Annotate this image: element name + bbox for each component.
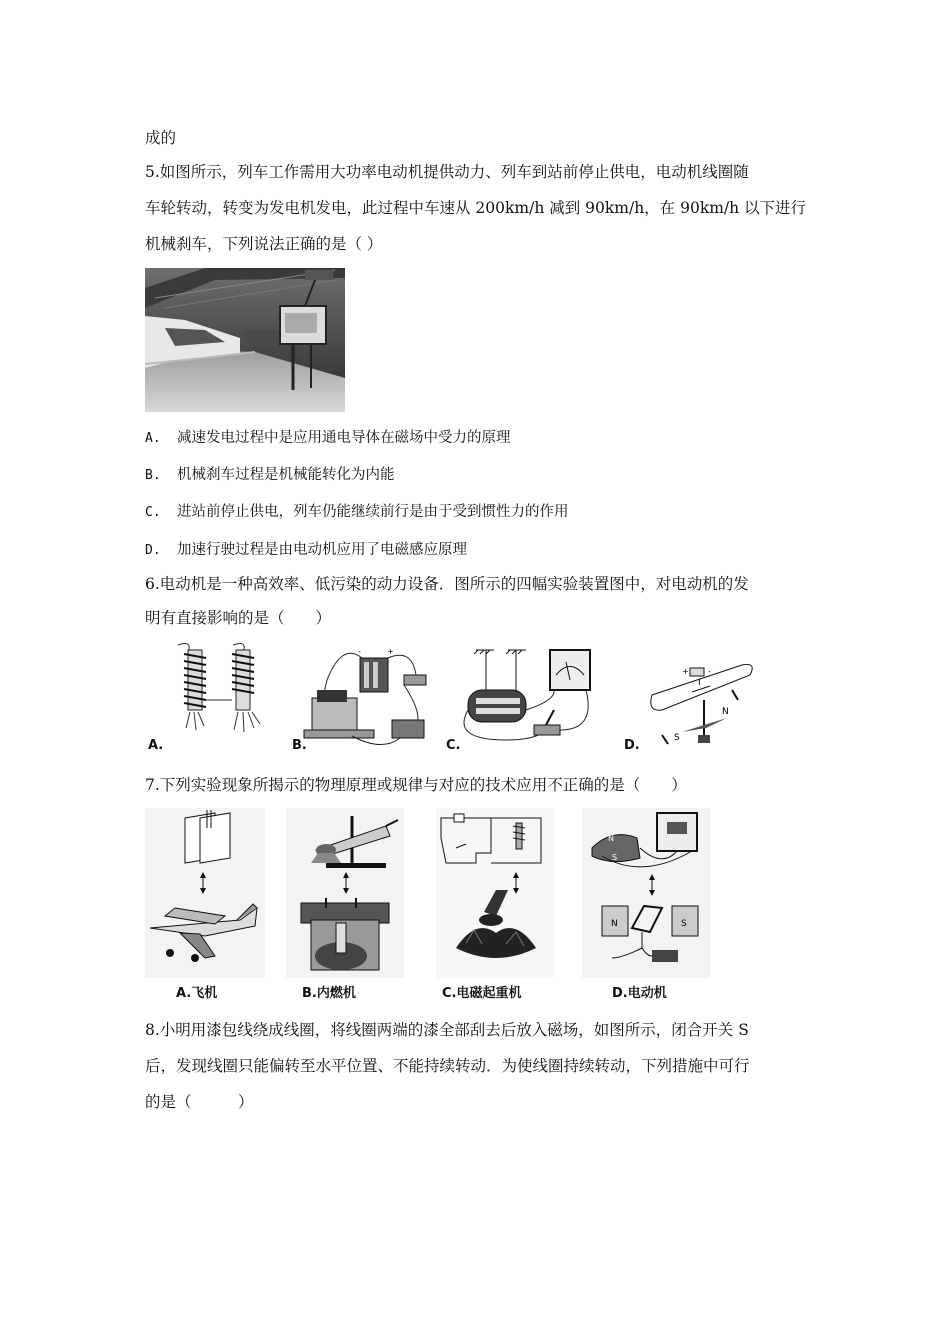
q5-option-b bbox=[145, 463, 395, 484]
q8-stem-line-3: 的是（ ） bbox=[145, 1093, 254, 1111]
q5-stem-line-1: 5.如图所示，列车工作需用大功率电动机提供动力、列车到站前停止供电，电动机线圈随 bbox=[145, 163, 749, 181]
option-letter: C. bbox=[145, 505, 161, 520]
q7-caption-c: C.电磁起重机 bbox=[442, 986, 522, 1001]
option-letter: D. bbox=[145, 543, 161, 558]
q6-stem-line-2: 明有直接影响的是（ ） bbox=[145, 609, 332, 627]
q7-caption-a: A.飞机 bbox=[176, 986, 218, 1001]
q7-figure-a-airplane bbox=[145, 808, 265, 978]
q7-magnet-north-label: N bbox=[611, 919, 618, 929]
current-label: I bbox=[698, 678, 701, 688]
svg-text:-: - bbox=[708, 667, 711, 676]
q7-stem-line: 7.下列实验现象所揭示的物理原理或规律与对应的技术应用不正确的是（ ） bbox=[145, 776, 687, 794]
q7-caption-b: B.内燃机 bbox=[302, 986, 356, 1001]
svg-text:-: - bbox=[358, 647, 361, 656]
q6-figure-c-galvanometer bbox=[446, 640, 606, 752]
option-text: 减速发电过程中是应用通电导体在磁场中受力的原理 bbox=[177, 430, 511, 446]
q7-north-label: N bbox=[608, 834, 614, 843]
option-letter: B. bbox=[145, 468, 161, 483]
q7-figure-c-crane bbox=[436, 808, 554, 978]
svg-text:+: + bbox=[387, 647, 394, 656]
q8-stem-line-2: 后，发现线圈只能偏转至水平位置、不能持续转动．为使线圈持续转动，下列措施中可行 bbox=[145, 1057, 750, 1075]
q7-caption-d: D.电动机 bbox=[612, 986, 667, 1001]
option-letter: A. bbox=[145, 431, 161, 446]
q6-caption-d: D. bbox=[624, 738, 640, 753]
q6-caption-b: B. bbox=[292, 738, 307, 753]
q5-option-a bbox=[145, 426, 511, 447]
option-text: 加速行驶过程是由电动机应用了电磁感应原理 bbox=[177, 542, 467, 558]
q6-figure-a-electromagnets bbox=[148, 640, 278, 755]
q7-figure-d-motor bbox=[582, 808, 710, 978]
q6-figure-b-circuit bbox=[292, 640, 442, 752]
q5-option-d bbox=[145, 538, 467, 559]
q5-option-c bbox=[145, 500, 569, 521]
north-label: N bbox=[722, 707, 729, 717]
intro-line: 成的 bbox=[145, 129, 177, 147]
q6-figure-d-oersted bbox=[622, 640, 762, 752]
south-label: S bbox=[674, 733, 680, 743]
q5-stem-line-3: 机械刹车，下列说法正确的是（ ） bbox=[145, 235, 383, 253]
q8-stem-line-1: 8.小明用漆包线绕成线圈，将线圈两端的漆全部刮去后放入磁场，如图所示，闭合开关 S bbox=[145, 1021, 749, 1039]
q6-caption-c: C. bbox=[446, 738, 461, 753]
q7-figure-b-engine bbox=[286, 808, 404, 978]
option-text: 进站前停止供电，列车仍能继续前行是由于受到惯性力的作用 bbox=[177, 504, 569, 520]
train-station-photo bbox=[145, 268, 345, 412]
q7-south-label: S bbox=[612, 853, 618, 862]
svg-text:+: + bbox=[682, 667, 689, 676]
q6-stem-line-1: 6.电动机是一种高效率、低污染的动力设备．图所示的四幅实验装置图中，对电动机的发 bbox=[145, 575, 749, 593]
q6-caption-a: A. bbox=[148, 738, 164, 753]
q7-magnet-south-label: S bbox=[681, 919, 687, 929]
q5-stem-line-2: 车轮转动，转变为发电机发电，此过程中车速从 200km/h 减到 90km/h，在 90km/h 以下进行 bbox=[145, 199, 807, 217]
option-text: 机械刹车过程是机械能转化为内能 bbox=[177, 467, 395, 483]
